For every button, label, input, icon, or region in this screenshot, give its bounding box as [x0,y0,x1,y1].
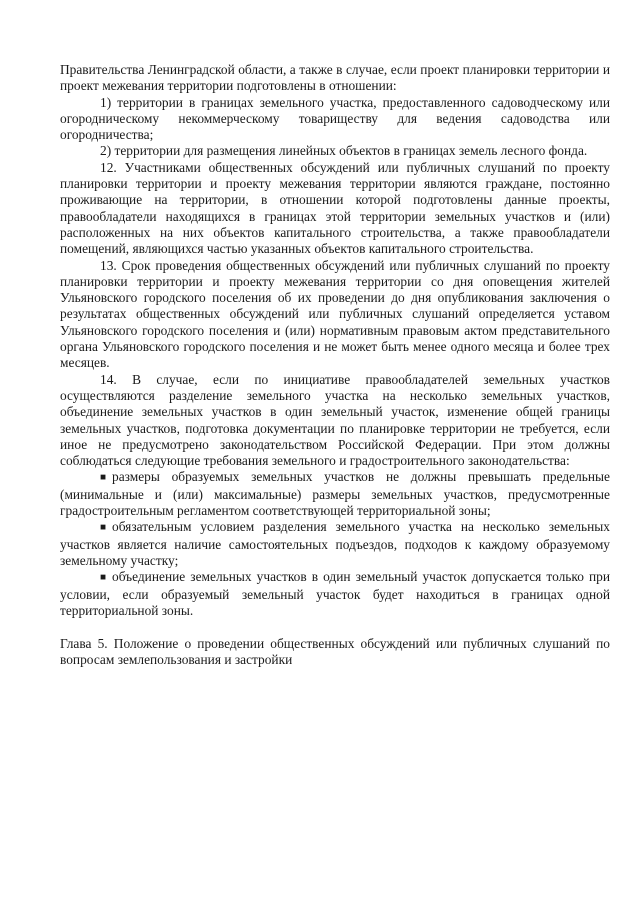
clause-13-paragraph: 13. Срок проведения общественных обсуждений или публичных слушаний по проекту планировки территории и проекту межевания территории со дня оповещения жителей Ульяновского городского поселения об их проведении до дня опубликования заключения о результатах общественных обсуждений или публичных слушаний определяется уставом Ульяновского городского поселения и (или) нормативным правовым актом представительного органа Ульяновского городского поселения и не может быть менее одного месяца и более трех месяцев. [60,257,610,371]
bullet-item-2 [60,519,610,569]
bullet-text: объединение земельных участков в один земельный участок допускается только при условии, если образуемый земельный участок будет находиться в границах одной территориальной зоны. [60,569,610,618]
square-bullet-icon: ■ [100,522,107,534]
list-item-2: 2) территории для размещения линейных объектов в границах земель лесного фонда. [100,143,588,159]
bullet-item-1 [60,469,610,519]
chapter-heading: Глава 5. Положение о проведении общественных обсуждений или публичных слушаний по вопросам землепользования и застройки [60,636,610,668]
bullet-text: размеры образуемых земельных участков не должны превышать предельные (минимальные и (или) максимальные) размеры земельных участков, предусмотренные градостроительным регламентом соответствующей территориальной зоны; [60,469,610,519]
intro-paragraph: Правительства Ленинградской области, а также в случае, если проект планировки территории и проект межевания территории подготовлены в отношении: [60,62,610,94]
square-bullet-icon: ■ [100,572,107,584]
clause-12-paragraph: 12. Участниками общественных обсуждений или публичных слушаний по проекту планировки территории и проекту межевания территории являются граждане, постоянно проживающие на территории, в отношении которой подготовлены данные проекты, правообладатели находящихся в границах этой территории земельных участков и (или) расположенных на них объектов капитального строительства, а также правообладатели помещений, являющихся частью указанных объектов капитального строительства. [60,159,610,257]
square-bullet-icon: ■ [100,472,107,484]
bullet-text: обязательным условием разделения земельного участка на несколько земельных участков является наличие самостоятельных подъездов, подходов к каждому образуемому земельному участку; [60,519,610,568]
bullet-item-3 [60,569,610,619]
document-body [60,62,610,669]
clause-14-paragraph: 14. В случае, если по инициативе правообладателей земельных участков осуществляются разделение земельного участка на несколько земельных участков, объединение земельных участков в один земельный участок, изменение общей границы земельных участков, подготовка документации по планировке территории не требуется, если иное не предусмотрено законодательством Российской Федерации. При этом должны соблюдаться следующие требования земельного и градостроительного законодательства: [60,371,610,469]
list-item-1: 1) территории в границах земельного участка, предоставленного садоводческому или огородническому некоммерческому товариществу для ведения садоводства или огородничества; [60,94,610,143]
